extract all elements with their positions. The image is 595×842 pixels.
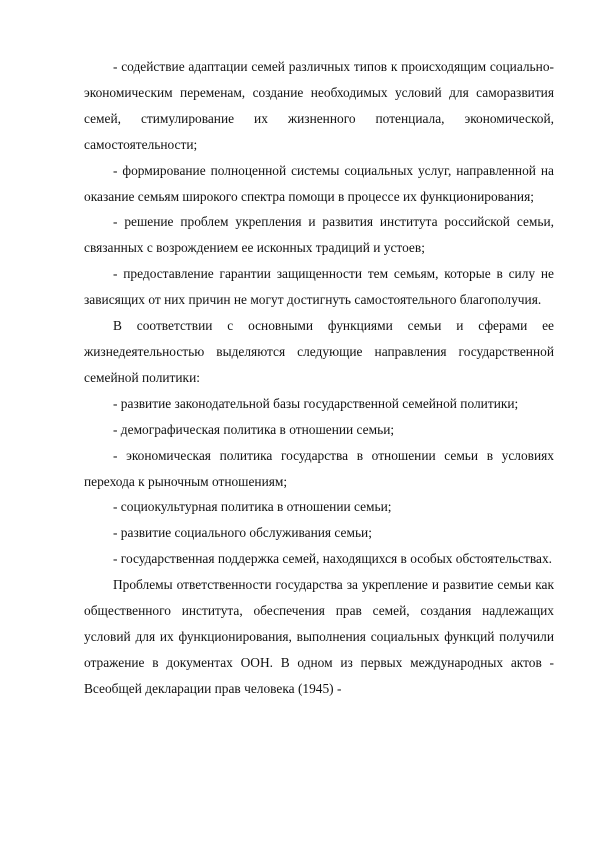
body-text	[84, 54, 554, 702]
paragraph-9: - социокультурная политика в отношении семьи;	[113, 499, 392, 515]
paragraph-7: - демографическая политика в отношении семьи;	[113, 421, 395, 437]
paragraph-10: - развитие социального обслуживания семьи;	[113, 525, 372, 541]
paragraph-6: - развитие законодательной базы государственной семейной политики;	[113, 395, 519, 411]
paragraph-3: - решение проблем укрепления и развития института российской семьи, связанных с возрождением ее исконных традиций и устоев;	[84, 214, 554, 256]
paragraph-4: - предоставление гарантии защищенности тем семьям, которые в силу не зависящих от них причин не могут достигнуть самостоятельного благополучия.	[84, 266, 554, 308]
paragraph-2: - формирование полноценной системы социальных услуг, направленной на оказание семьям широкого спектра помощи в процессе их функционирования;	[84, 162, 554, 204]
paragraph-8: - экономическая политика государства в отношении семьи в условиях перехода к рыночным отношениям;	[84, 447, 554, 489]
paragraph-5: В соответствии с основными функциями семьи и сферами ее жизнедеятельностью выделяются следующие направления государственной семейной политики:	[84, 318, 554, 385]
paragraph-12: Проблемы ответственности государства за укрепление и развитие семьи как общественного института, обеспечения прав семей, создания надлежащих условий для их функционирования, выполнения социальных функций получили отражение в документах ООН. В одном из первых международных актов - Всеобщей декларации прав человека (1945) -	[84, 577, 554, 696]
paragraph-11: - государственная поддержка семей, находящихся в особых обстоятельствах.	[113, 551, 552, 567]
paragraph-1: - содействие адаптации семей различных типов к происходящим социально-экономическим переменам, создание необходимых условий для саморазвития семей, стимулирование их жизненного потенциала, экономической, самостоятельности;	[84, 59, 554, 152]
